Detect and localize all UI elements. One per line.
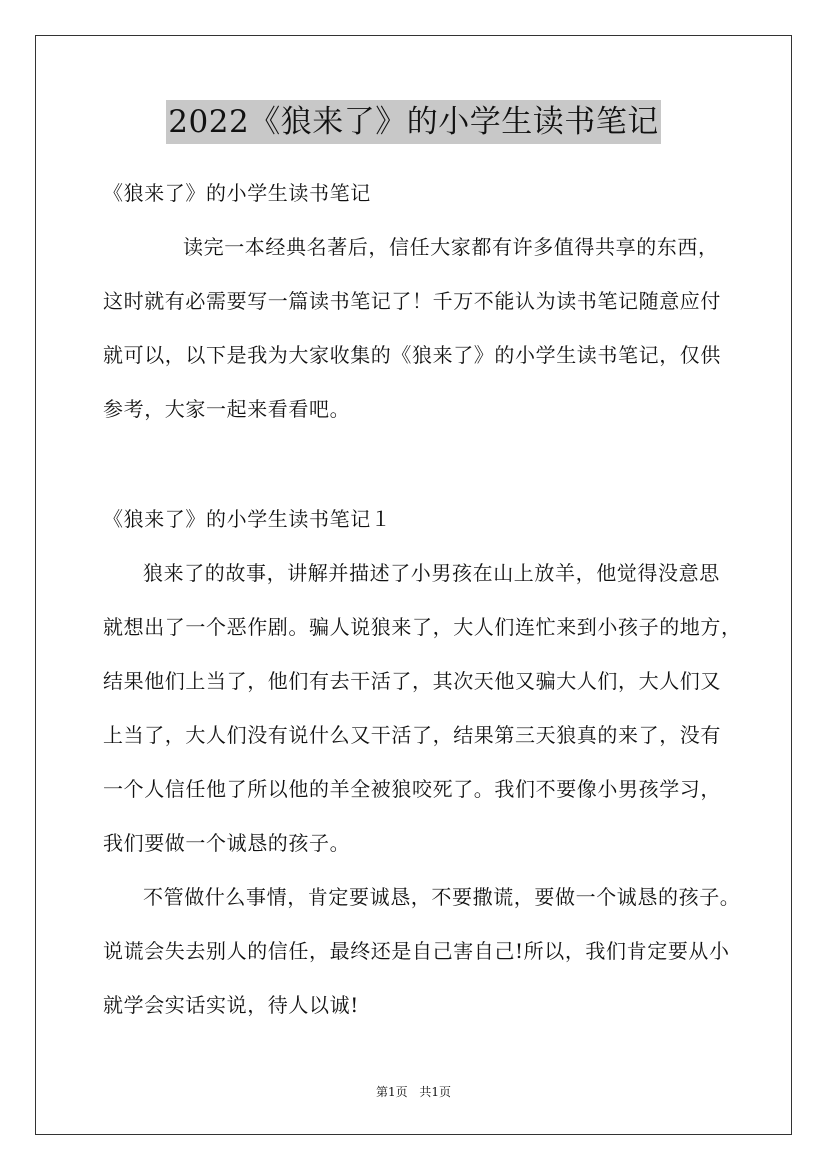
story-line: 就想出了一个恶作剧。骗人说狼来了，大人们连忙来到小孩子的地方，: [103, 615, 742, 639]
intro-line: 就可以，以下是我为大家收集的《狼来了》的小学生读书笔记，仅供: [103, 343, 721, 367]
page-footer: [0, 1084, 827, 1100]
intro-line: 参考，大家一起来看看吧。: [103, 397, 351, 421]
reflection-line: 说谎会失去别人的信任，最终还是自己害自己!所以，我们肯定要从小: [103, 939, 730, 963]
document-subtitle: 《狼来了》的小学生读书笔记: [103, 181, 371, 205]
intro-line: 这时就有必需要写一篇读书笔记了！千万不能认为读书笔记随意应付: [103, 289, 721, 313]
reflection-line: 就学会实话实说，待人以诚!: [103, 993, 359, 1017]
reflection-line: 不管做什么事情，肯定要诚恳，不要撒谎，要做一个诚恳的孩子。: [143, 885, 741, 909]
story-line: 结果他们上当了，他们有去干活了，其次天他又骗大人们，大人们又: [103, 669, 721, 693]
document-title: 2022《狼来了》的小学生读书笔记: [166, 100, 660, 144]
page-number: 第1页: [375, 1085, 408, 1099]
intro-line: 读完一本经典名著后，信任大家都有许多值得共享的东西，: [183, 235, 719, 259]
story-line: 我们要做一个诚恳的孩子。: [103, 831, 351, 855]
story-line: 上当了，大人们没有说什么又干活了，结果第三天狼真的来了，没有: [103, 723, 721, 747]
section-heading: 《狼来了》的小学生读书笔记１: [103, 507, 392, 531]
title-container: [0, 100, 827, 144]
story-line: 一个人信任他了所以他的羊全被狼咬死了。我们不要像小男孩学习，: [103, 777, 721, 801]
page-total: 共1页: [419, 1085, 452, 1099]
story-line: 狼来了的故事，讲解并描述了小男孩在山上放羊，他觉得没意思: [143, 561, 720, 585]
